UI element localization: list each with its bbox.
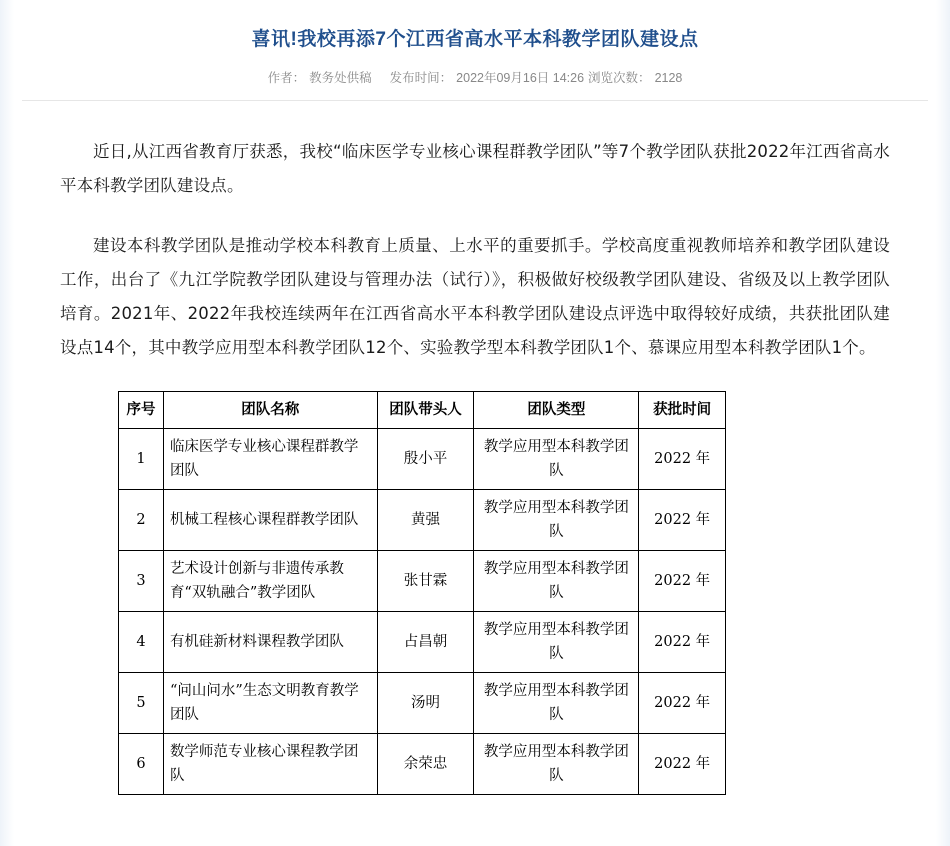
cell-year: 2022 年 <box>639 734 726 795</box>
header-divider <box>22 100 928 101</box>
cell-index: 5 <box>119 673 164 734</box>
cell-type: 教学应用型本科教学团队 <box>474 490 639 551</box>
cell-year: 2022 年 <box>639 490 726 551</box>
cell-type: 教学应用型本科教学团队 <box>474 429 639 490</box>
cell-leader: 黄强 <box>377 490 474 551</box>
meta-publish-value: 2022年09月16日 14:26 <box>456 71 585 85</box>
table-row <box>119 490 726 551</box>
article-content <box>0 135 950 365</box>
cell-index: 3 <box>119 551 164 612</box>
team-table-body <box>119 429 726 795</box>
table-row <box>119 734 726 795</box>
cell-leader: 占昌朝 <box>377 612 474 673</box>
team-table-wrapper <box>0 391 950 795</box>
team-table <box>118 391 726 795</box>
header-type: 团队类型 <box>474 392 639 429</box>
cell-index: 2 <box>119 490 164 551</box>
cell-type: 教学应用型本科教学团队 <box>474 612 639 673</box>
meta-author-label: 作者： <box>267 71 306 85</box>
cell-year: 2022 年 <box>639 612 726 673</box>
table-header-row <box>119 392 726 429</box>
cell-leader: 余荣忠 <box>377 734 474 795</box>
header-index: 序号 <box>119 392 164 429</box>
header-year: 获批时间 <box>639 392 726 429</box>
table-row <box>119 612 726 673</box>
article-header <box>0 0 950 88</box>
cell-leader: 张甘霖 <box>377 551 474 612</box>
cell-leader: 汤明 <box>377 673 474 734</box>
meta-views-label: 浏览次数： <box>588 71 651 85</box>
page-title: 喜讯!我校再添7个江西省高水平本科教学团队建设点 <box>251 29 699 50</box>
cell-name: 数学师范专业核心课程教学团队 <box>163 734 377 795</box>
cell-type: 教学应用型本科教学团队 <box>474 551 639 612</box>
cell-name: 临床医学专业核心课程群教学团队 <box>163 429 377 490</box>
meta-author-value: 教务处供稿 <box>309 71 372 85</box>
article-meta <box>0 68 950 88</box>
right-edge-decoration <box>936 0 950 846</box>
table-row <box>119 429 726 490</box>
paragraph-1: 近日,从江西省教育厅获悉，我校“临床医学专业核心课程群教学团队”等7个教学团队获批2022年江西省高水平本科教学团队建设点。 <box>60 142 890 195</box>
cell-index: 1 <box>119 429 164 490</box>
cell-name: 机械工程核心课程群教学团队 <box>163 490 377 551</box>
cell-type: 教学应用型本科教学团队 <box>474 673 639 734</box>
meta-publish-label: 发布时间： <box>389 71 453 85</box>
header-leader: 团队带头人 <box>377 392 474 429</box>
cell-leader: 殷小平 <box>377 429 474 490</box>
table-row <box>119 673 726 734</box>
header-name: 团队名称 <box>163 392 377 429</box>
cell-type: 教学应用型本科教学团队 <box>474 734 639 795</box>
cell-year: 2022 年 <box>639 551 726 612</box>
cell-year: 2022 年 <box>639 429 726 490</box>
table-row <box>119 551 726 612</box>
cell-name: “问山问水”生态文明教育教学团队 <box>163 673 377 734</box>
team-table-head <box>119 392 726 429</box>
cell-name: 有机硅新材料课程教学团队 <box>163 612 377 673</box>
paragraph-2: 建设本科教学团队是推动学校本科教育上质量、上水平的重要抓手。学校高度重视教师培养和教学团队建设工作，出台了《九江学院教学团队建设与管理办法（试行）》，积极做好校级教学团队建设、省级及以上教学团队培育。2021年、2022年我校连续两年在江西省高水平本科教学团队建设点评选中取得较好成绩，共获批团队建设点14个，其中教学应用型本科教学团队12个、实验教学型本科教学团队1个、慕课应用型本科教学团队1个。 <box>60 236 890 357</box>
cell-year: 2022 年 <box>639 673 726 734</box>
left-edge-decoration <box>0 0 14 846</box>
cell-name: 艺术设计创新与非遗传承教育“双轨融合”教学团队 <box>163 551 377 612</box>
cell-index: 4 <box>119 612 164 673</box>
cell-index: 6 <box>119 734 164 795</box>
meta-views-value: 2128 <box>654 71 683 85</box>
